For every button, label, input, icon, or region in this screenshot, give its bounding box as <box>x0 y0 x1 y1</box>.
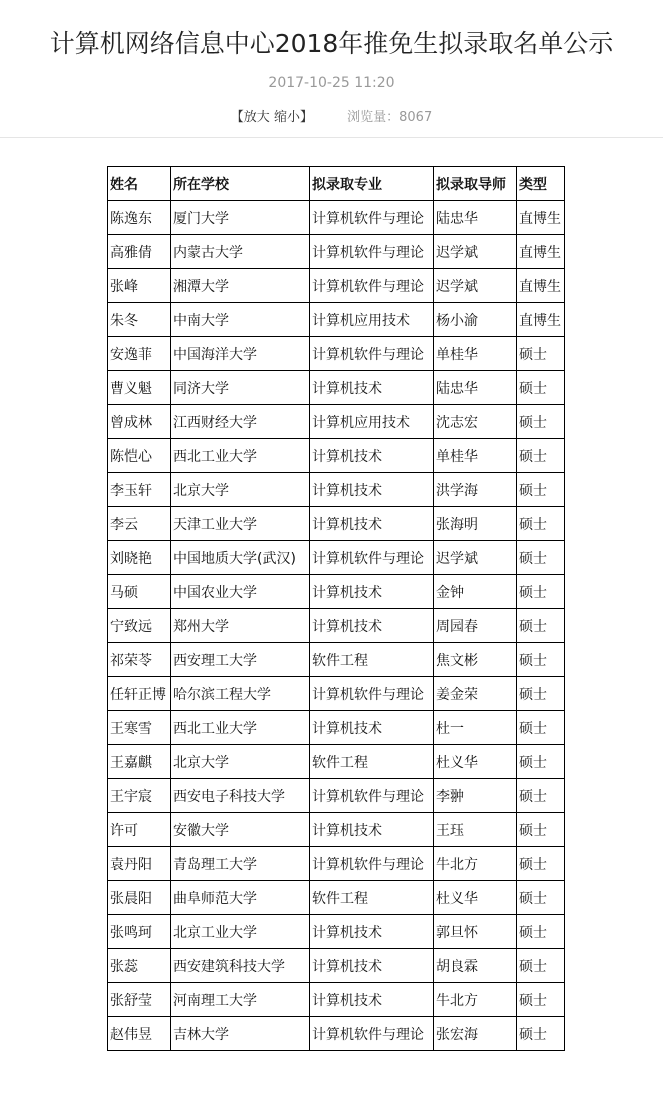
table-header <box>108 167 565 201</box>
cell-col-advisor: 周园春 <box>434 609 517 643</box>
cell-col-advisor: 金钟 <box>434 575 517 609</box>
cell-col-advisor: 陆忠华 <box>434 201 517 235</box>
cell-col-name: 张鸣珂 <box>108 915 171 949</box>
table-row <box>108 609 565 643</box>
cell-col-major: 计算机软件与理论 <box>310 235 434 269</box>
cell-col-school: 同济大学 <box>171 371 310 405</box>
zoom-in-link[interactable]: 放大 <box>243 110 270 125</box>
table-row <box>108 575 565 609</box>
table-row <box>108 745 565 779</box>
cell-col-type: 直博生 <box>517 303 565 337</box>
cell-col-school: 西安电子科技大学 <box>171 779 310 813</box>
cell-col-advisor: 李翀 <box>434 779 517 813</box>
cell-col-major: 计算机技术 <box>310 439 434 473</box>
cell-col-type: 直博生 <box>517 269 565 303</box>
cell-col-school: 中国海洋大学 <box>171 337 310 371</box>
cell-col-school: 江西财经大学 <box>171 405 310 439</box>
cell-col-advisor: 姜金荣 <box>434 677 517 711</box>
header-col-advisor: 拟录取导师 <box>434 167 517 201</box>
font-zoom-controls <box>231 110 313 125</box>
cell-col-type: 硕士 <box>517 473 565 507</box>
cell-col-major: 计算机软件与理论 <box>310 779 434 813</box>
cell-col-type: 硕士 <box>517 575 565 609</box>
cell-col-major: 计算机软件与理论 <box>310 677 434 711</box>
cell-col-school: 西安理工大学 <box>171 643 310 677</box>
cell-col-type: 硕士 <box>517 677 565 711</box>
cell-col-school: 天津工业大学 <box>171 507 310 541</box>
cell-col-advisor: 洪学海 <box>434 473 517 507</box>
table-row <box>108 915 565 949</box>
cell-col-name: 赵伟昱 <box>108 1017 171 1051</box>
cell-col-advisor: 杜一 <box>434 711 517 745</box>
cell-col-advisor: 胡良霖 <box>434 949 517 983</box>
cell-col-name: 王宇宸 <box>108 779 171 813</box>
cell-col-advisor: 杨小渝 <box>434 303 517 337</box>
table-row <box>108 677 565 711</box>
publish-date: 2017-10-25 11:20 <box>268 75 395 91</box>
zoom-bracket-open: 【 <box>230 110 244 125</box>
cell-col-type: 硕士 <box>517 779 565 813</box>
cell-col-type: 直博生 <box>517 201 565 235</box>
cell-col-school: 湘潭大学 <box>171 269 310 303</box>
cell-col-major: 计算机软件与理论 <box>310 541 434 575</box>
cell-col-school: 中南大学 <box>171 303 310 337</box>
view-count-label: 浏览量： <box>347 110 400 125</box>
cell-col-school: 西北工业大学 <box>171 439 310 473</box>
cell-col-type: 硕士 <box>517 371 565 405</box>
cell-col-name: 祁荣苓 <box>108 643 171 677</box>
cell-col-advisor: 迟学斌 <box>434 235 517 269</box>
cell-col-school: 郑州大学 <box>171 609 310 643</box>
cell-col-school: 哈尔滨工程大学 <box>171 677 310 711</box>
cell-col-name: 王嘉麒 <box>108 745 171 779</box>
cell-col-advisor: 王珏 <box>434 813 517 847</box>
cell-col-type: 硕士 <box>517 541 565 575</box>
cell-col-school: 北京工业大学 <box>171 915 310 949</box>
cell-col-school: 曲阜师范大学 <box>171 881 310 915</box>
cell-col-school: 北京大学 <box>171 473 310 507</box>
cell-col-name: 陈恺心 <box>108 439 171 473</box>
table-row <box>108 949 565 983</box>
cell-col-school: 厦门大学 <box>171 201 310 235</box>
cell-col-major: 计算机软件与理论 <box>310 269 434 303</box>
cell-col-advisor: 焦文彬 <box>434 643 517 677</box>
cell-col-name: 马硕 <box>108 575 171 609</box>
cell-col-name: 任轩正博 <box>108 677 171 711</box>
cell-col-major: 计算机技术 <box>310 575 434 609</box>
cell-col-type: 硕士 <box>517 983 565 1017</box>
zoom-bracket-close: 】 <box>299 110 313 125</box>
cell-col-name: 袁丹阳 <box>108 847 171 881</box>
header-col-type: 类型 <box>517 167 565 201</box>
cell-col-school: 西安建筑科技大学 <box>171 949 310 983</box>
table-header-row <box>108 167 565 201</box>
cell-col-major: 计算机技术 <box>310 983 434 1017</box>
cell-col-type: 硕士 <box>517 711 565 745</box>
cell-col-advisor: 迟学斌 <box>434 269 517 303</box>
cell-col-name: 张晨阳 <box>108 881 171 915</box>
cell-col-major: 计算机软件与理论 <box>310 1017 434 1051</box>
cell-col-school: 中国农业大学 <box>171 575 310 609</box>
table-row <box>108 1017 565 1051</box>
cell-col-type: 硕士 <box>517 507 565 541</box>
cell-col-major: 计算机技术 <box>310 813 434 847</box>
table-row <box>108 303 565 337</box>
table-row <box>108 269 565 303</box>
cell-col-name: 陈逸东 <box>108 201 171 235</box>
article-toolbar <box>0 106 663 125</box>
cell-col-type: 硕士 <box>517 745 565 779</box>
cell-col-advisor: 牛北方 <box>434 847 517 881</box>
cell-col-name: 李云 <box>108 507 171 541</box>
cell-col-major: 计算机应用技术 <box>310 405 434 439</box>
cell-col-type: 硕士 <box>517 643 565 677</box>
table-row <box>108 847 565 881</box>
table-row <box>108 405 565 439</box>
cell-col-advisor: 单桂华 <box>434 439 517 473</box>
cell-col-name: 安逸菲 <box>108 337 171 371</box>
cell-col-advisor: 杜义华 <box>434 745 517 779</box>
cell-col-major: 计算机技术 <box>310 609 434 643</box>
header-col-name: 姓名 <box>108 167 171 201</box>
cell-col-major: 计算机技术 <box>310 711 434 745</box>
cell-col-type: 直博生 <box>517 235 565 269</box>
cell-col-major: 软件工程 <box>310 643 434 677</box>
cell-col-name: 曹义魁 <box>108 371 171 405</box>
cell-col-name: 高雅倩 <box>108 235 171 269</box>
article-title: 计算机网络信息中心2018年推免生拟录取名单公示 <box>49 29 614 58</box>
cell-col-school: 河南理工大学 <box>171 983 310 1017</box>
cell-col-major: 计算机技术 <box>310 371 434 405</box>
table-row <box>108 541 565 575</box>
table-row <box>108 881 565 915</box>
admission-list-table <box>107 166 565 1051</box>
table-row <box>108 643 565 677</box>
cell-col-school: 安徽大学 <box>171 813 310 847</box>
cell-col-name: 曾成林 <box>108 405 171 439</box>
table-row <box>108 371 565 405</box>
cell-col-type: 硕士 <box>517 949 565 983</box>
cell-col-type: 硕士 <box>517 405 565 439</box>
cell-col-advisor: 陆忠华 <box>434 371 517 405</box>
cell-col-type: 硕士 <box>517 609 565 643</box>
table-row <box>108 779 565 813</box>
cell-col-type: 硕士 <box>517 813 565 847</box>
table-row <box>108 337 565 371</box>
view-count-value: 8067 <box>399 110 433 125</box>
cell-col-name: 刘晓艳 <box>108 541 171 575</box>
cell-col-school: 青岛理工大学 <box>171 847 310 881</box>
cell-col-school: 北京大学 <box>171 745 310 779</box>
cell-col-advisor: 张宏海 <box>434 1017 517 1051</box>
cell-col-school: 西北工业大学 <box>171 711 310 745</box>
cell-col-name: 张舒莹 <box>108 983 171 1017</box>
cell-col-name: 张峰 <box>108 269 171 303</box>
cell-col-major: 软件工程 <box>310 881 434 915</box>
cell-col-type: 硕士 <box>517 337 565 371</box>
zoom-out-link[interactable]: 缩小 <box>273 110 300 125</box>
table-row <box>108 813 565 847</box>
header-col-major: 拟录取专业 <box>310 167 434 201</box>
cell-col-type: 硕士 <box>517 1017 565 1051</box>
cell-col-name: 许可 <box>108 813 171 847</box>
cell-col-name: 张蕊 <box>108 949 171 983</box>
table-body <box>108 201 565 1051</box>
table-row <box>108 201 565 235</box>
cell-col-type: 硕士 <box>517 847 565 881</box>
cell-col-major: 计算机软件与理论 <box>310 337 434 371</box>
header-divider <box>0 137 663 138</box>
table-row <box>108 235 565 269</box>
cell-col-advisor: 张海明 <box>434 507 517 541</box>
cell-col-major: 计算机技术 <box>310 507 434 541</box>
cell-col-type: 硕士 <box>517 881 565 915</box>
cell-col-major: 计算机应用技术 <box>310 303 434 337</box>
cell-col-type: 硕士 <box>517 439 565 473</box>
view-count <box>347 110 432 125</box>
cell-col-advisor: 郭旦怀 <box>434 915 517 949</box>
cell-col-major: 软件工程 <box>310 745 434 779</box>
table-row <box>108 507 565 541</box>
cell-col-school: 吉林大学 <box>171 1017 310 1051</box>
cell-col-advisor: 杜义华 <box>434 881 517 915</box>
cell-col-school: 内蒙古大学 <box>171 235 310 269</box>
cell-col-major: 计算机软件与理论 <box>310 847 434 881</box>
cell-col-advisor: 单桂华 <box>434 337 517 371</box>
header-col-school: 所在学校 <box>171 167 310 201</box>
table-row <box>108 473 565 507</box>
cell-col-school: 中国地质大学(武汉) <box>171 541 310 575</box>
cell-col-major: 计算机技术 <box>310 473 434 507</box>
cell-col-type: 硕士 <box>517 915 565 949</box>
cell-col-name: 朱冬 <box>108 303 171 337</box>
cell-col-name: 王寒雪 <box>108 711 171 745</box>
cell-col-major: 计算机软件与理论 <box>310 201 434 235</box>
cell-col-major: 计算机技术 <box>310 949 434 983</box>
table-row <box>108 983 565 1017</box>
cell-col-name: 宁致远 <box>108 609 171 643</box>
table-row <box>108 711 565 745</box>
cell-col-advisor: 牛北方 <box>434 983 517 1017</box>
table-row <box>108 439 565 473</box>
cell-col-advisor: 沈志宏 <box>434 405 517 439</box>
cell-col-name: 李玉轩 <box>108 473 171 507</box>
cell-col-major: 计算机技术 <box>310 915 434 949</box>
cell-col-advisor: 迟学斌 <box>434 541 517 575</box>
